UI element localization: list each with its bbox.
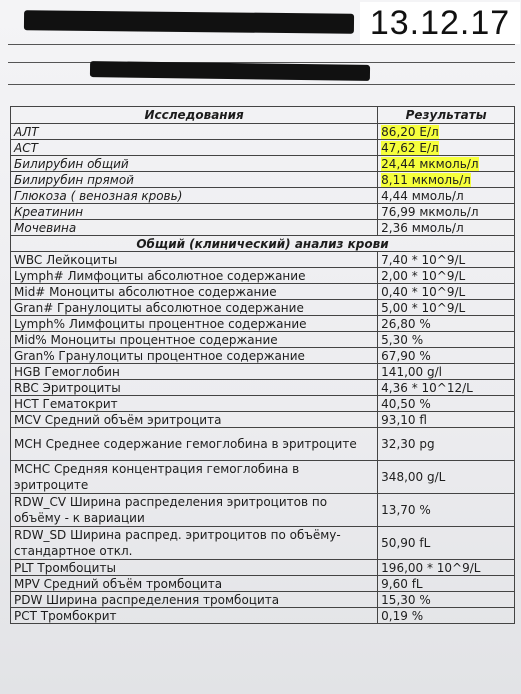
cbc-section-title: Общий (клинический) анализ крови	[11, 236, 515, 252]
test-value: 5,30 %	[378, 332, 515, 348]
table-row	[11, 316, 515, 332]
test-value	[378, 124, 515, 140]
test-name: Креатинин	[11, 204, 378, 220]
table-row	[11, 284, 515, 300]
test-value: 2,36 ммоль/л	[378, 220, 515, 236]
date-stamp: 13.12.17	[360, 2, 520, 44]
test-value: 9,60 fL	[378, 576, 515, 592]
table-row	[11, 300, 515, 316]
test-name: PLT Тромбоциты	[11, 560, 378, 576]
highlighted-value: 86,20 Е/л	[381, 124, 439, 139]
table-row	[11, 560, 515, 576]
table-row	[11, 608, 515, 624]
table-header-row	[11, 107, 515, 124]
test-value: 50,90 fL	[378, 527, 515, 560]
test-value: 7,40 * 10^9/L	[378, 252, 515, 268]
test-name: WBC Лейкоциты	[11, 252, 378, 268]
test-name: HCT Гематокрит	[11, 396, 378, 412]
test-value	[378, 172, 515, 188]
table-row	[11, 188, 515, 204]
highlighted-value: 47,62 Е/л	[381, 140, 439, 155]
table-row	[11, 494, 515, 527]
test-name: RDW_CV Ширина распределения эритроцитов по объёму - к вариации	[11, 494, 378, 527]
tests-column-header: Исследования	[11, 107, 378, 124]
test-value: 348,00 g/L	[378, 461, 515, 494]
test-value: 141,00 g/l	[378, 364, 515, 380]
test-value: 67,90 %	[378, 348, 515, 364]
header-rule	[8, 84, 515, 85]
test-value: 76,99 мкмоль/л	[378, 204, 515, 220]
test-value: 4,36 * 10^12/L	[378, 380, 515, 396]
redacted-patient-name	[24, 10, 354, 33]
test-name: Lymph% Лимфоциты процентное содержание	[11, 316, 378, 332]
table-row	[11, 332, 515, 348]
test-name: Глюкоза ( венозная кровь)	[11, 188, 378, 204]
test-name: MCV Средний объём эритроцита	[11, 412, 378, 428]
test-value: 32,30 pg	[378, 428, 515, 461]
results-table	[10, 106, 515, 624]
results-column-header: Результаты	[378, 107, 515, 124]
test-value: 0,19 %	[378, 608, 515, 624]
test-name: HGB Гемоглобин	[11, 364, 378, 380]
table-row	[11, 172, 515, 188]
highlighted-value: 8,11 мкмоль/л	[381, 172, 471, 187]
test-name: MPV Средний объём тромбоцита	[11, 576, 378, 592]
test-name: Gran# Гранулоциты абсолютное содержание	[11, 300, 378, 316]
table-row	[11, 156, 515, 172]
table-row	[11, 348, 515, 364]
cbc-section-header	[11, 236, 515, 252]
test-name: MCHC Средняя концентрация гемоглобина в эритроците	[11, 461, 378, 494]
table-row	[11, 396, 515, 412]
test-name: Билирубин общий	[11, 156, 378, 172]
test-value: 2,00 * 10^9/L	[378, 268, 515, 284]
table-row	[11, 252, 515, 268]
test-name: PCT Тромбокрит	[11, 608, 378, 624]
test-name: Mid# Моноциты абсолютное содержание	[11, 284, 378, 300]
test-value: 4,44 ммоль/л	[378, 188, 515, 204]
test-value: 196,00 * 10^9/L	[378, 560, 515, 576]
test-name: Мочевина	[11, 220, 378, 236]
test-name: RDW_SD Ширина распред. эритроцитов по объёму-стандартное откл.	[11, 527, 378, 560]
test-name: RBC Эритроциты	[11, 380, 378, 396]
test-name: Gran% Гранулоциты процентное содержание	[11, 348, 378, 364]
highlighted-value: 24,44 мкмоль/л	[381, 156, 479, 171]
redacted-doctor-name	[90, 61, 370, 81]
test-value: 26,80 %	[378, 316, 515, 332]
test-value	[378, 156, 515, 172]
table-row	[11, 204, 515, 220]
test-name: Билирубин прямой	[11, 172, 378, 188]
test-name: Mid% Моноциты процентное содержание	[11, 332, 378, 348]
test-value	[378, 140, 515, 156]
table-row	[11, 461, 515, 494]
test-value: 0,40 * 10^9/L	[378, 284, 515, 300]
test-value: 93,10 fl	[378, 412, 515, 428]
test-name: Lymph# Лимфоциты абсолютное содержание	[11, 268, 378, 284]
biochemistry-section	[11, 124, 515, 236]
test-value: 15,30 %	[378, 592, 515, 608]
table-row	[11, 124, 515, 140]
table-row	[11, 140, 515, 156]
header-rule	[8, 44, 515, 45]
table-row	[11, 428, 515, 461]
table-row	[11, 576, 515, 592]
table-row	[11, 364, 515, 380]
table-row	[11, 527, 515, 560]
test-value: 5,00 * 10^9/L	[378, 300, 515, 316]
test-name: PDW Ширина распределения тромбоцита	[11, 592, 378, 608]
cbc-section	[11, 252, 515, 624]
table-row	[11, 592, 515, 608]
test-value: 13,70 %	[378, 494, 515, 527]
table-row	[11, 412, 515, 428]
table-row	[11, 268, 515, 284]
test-value: 40,50 %	[378, 396, 515, 412]
test-name: АЛТ	[11, 124, 378, 140]
table-row	[11, 380, 515, 396]
section-title-row	[11, 236, 515, 252]
table-row	[11, 220, 515, 236]
test-name: MCH Среднее содержание гемоглобина в эритроците	[11, 428, 378, 461]
test-name: АСТ	[11, 140, 378, 156]
